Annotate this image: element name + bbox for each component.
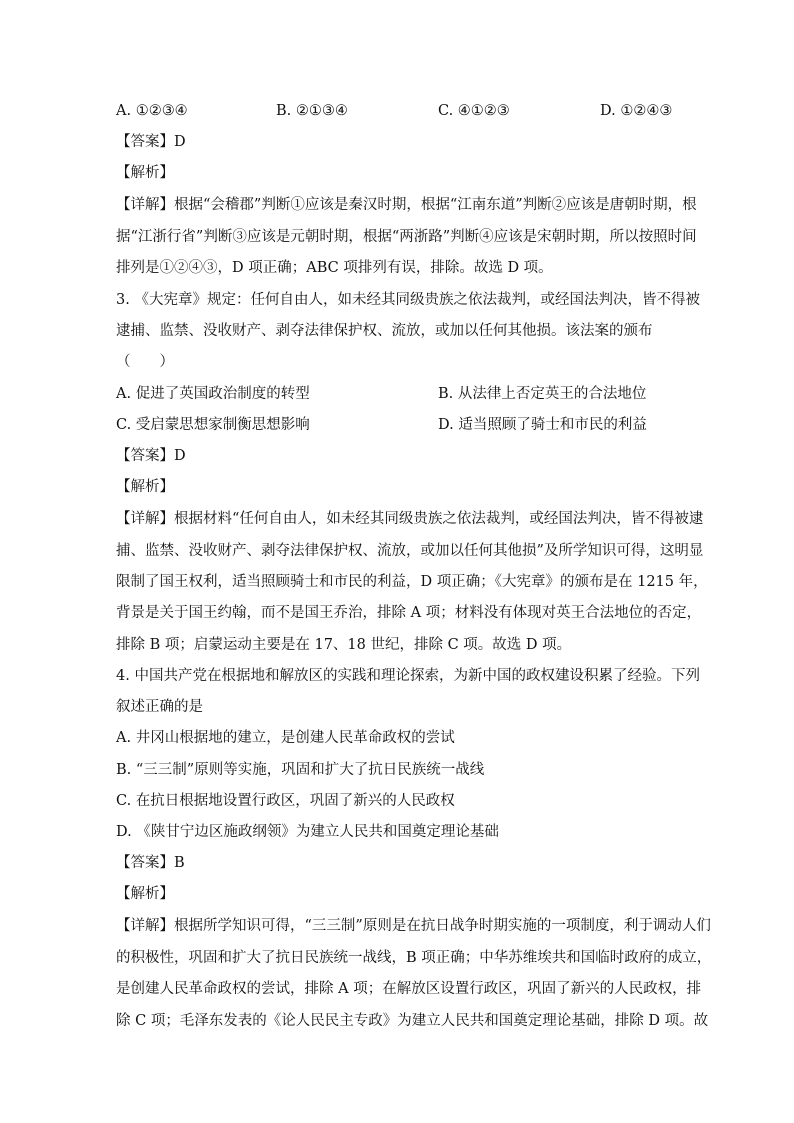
q3-option-d: D. 适当照顾了骑士和市民的利益: [438, 417, 647, 433]
q3-stem-line: 逮捕、监禁、没收财产、剥夺法律保护权、流放，或加以任何其他损。该法案的颁布: [116, 323, 653, 339]
q2-answer: 【答案】D: [116, 134, 186, 150]
q3-option-a: A. 促进了英国政治制度的转型: [116, 386, 310, 402]
q4-option-b: B. “三三制”原则等实施，巩固和扩大了抗日民族统一战线: [116, 762, 485, 778]
q2-option-a: A. ①②③④: [116, 103, 188, 119]
q3-analysis-label: 【解析】: [116, 479, 174, 495]
q3-answer: 【答案】D: [116, 448, 186, 464]
q3-detail-line: 限制了国王权利，适当照顾骑士和市民的利益，D 项正确；《大宪章》的颁布是在 1215 年，: [116, 574, 708, 590]
q2-detail-line: 【详解】根据“会稽郡”判断①应该是秦汉时期，根据“江南东道”判断②应该是唐朝时期，根: [116, 197, 697, 213]
q4-option-c: C. 在抗日根据地设置行政区，巩固了新兴的人民政权: [116, 793, 455, 809]
q3-detail-line: 捕、监禁、没收财产、剥夺法律保护权、流放，或加以任何其他损”及所学知识可得，这明显: [116, 543, 704, 559]
q4-analysis-label: 【解析】: [116, 886, 174, 902]
q4-option-d: D. 《陕甘宁边区施政纲领》为建立人民共和国奠定理论基础: [116, 824, 499, 840]
q4-stem-line: 4. 中国共产党在根据地和解放区的实践和理论探索，为新中国的政权建设积累了经验。下列: [116, 668, 700, 684]
q2-option-b: B. ②①③④: [276, 103, 348, 119]
q3-option-b: B. 从法律上否定英王的合法地位: [438, 386, 647, 402]
q4-detail-line: 是创建人民革命政权的尝试，排除 A 项；在解放区设置行政区，巩固了新兴的人民政权，排: [116, 981, 702, 997]
q4-stem-line: 叙述正确的是: [116, 699, 203, 715]
q3-option-c: C. 受启蒙思想家制衡思想影响: [116, 417, 310, 433]
q4-option-a: A. 井冈山根据地的建立，是创建人民革命政权的尝试: [116, 730, 455, 746]
q4-detail-line: 的积极性，巩固和扩大了抗日民族统一战线，B 项正确；中华苏维埃共和国临时政府的成立，: [116, 950, 712, 966]
q4-detail-line: 【详解】根据所学知识可得，“三三制”原则是在抗日战争时期实施的一项制度，利于调动人们: [116, 918, 711, 934]
q4-detail-line: 除 C 项；毛泽东发表的《论人民民主专政》为建立人民共和国奠定理论基础，排除 D 项。故: [116, 1013, 709, 1029]
q3-detail-line: 排除 B 项；启蒙运动主要是在 17、18 世纪，排除 C 项。故选 D 项。: [116, 637, 572, 653]
q3-detail-line: 【详解】根据材料“任何自由人，如未经其同级贵族之依法裁判，或经国法判决，皆不得被逮: [116, 511, 704, 527]
q3-stem-blank: （ ）: [116, 354, 174, 370]
q2-option-d: D. ①②④③: [600, 103, 673, 119]
q3-detail-line: 背景是关于国王约翰，而不是国王乔治，排除 A 项；材料没有体现对英王合法地位的否定，: [116, 605, 702, 621]
q4-answer: 【答案】B: [116, 855, 185, 871]
q3-stem-line: 3. 《大宪章》规定：任何自由人，如未经其同级贵族之依法裁判，或经国法判决，皆不得被: [116, 292, 700, 308]
q2-detail-line: 排列是①②④③，D 项正确；ABC 项排列有误，排除。故选 D 项。: [116, 260, 553, 276]
q2-option-c: C. ④①②③: [438, 103, 510, 119]
q2-analysis-label: 【解析】: [116, 165, 174, 181]
q2-detail-line: 据“江浙行省”判断③应该是元朝时期，根据“两浙路”判断④应该是宋朝时期，所以按照时间: [116, 229, 697, 245]
